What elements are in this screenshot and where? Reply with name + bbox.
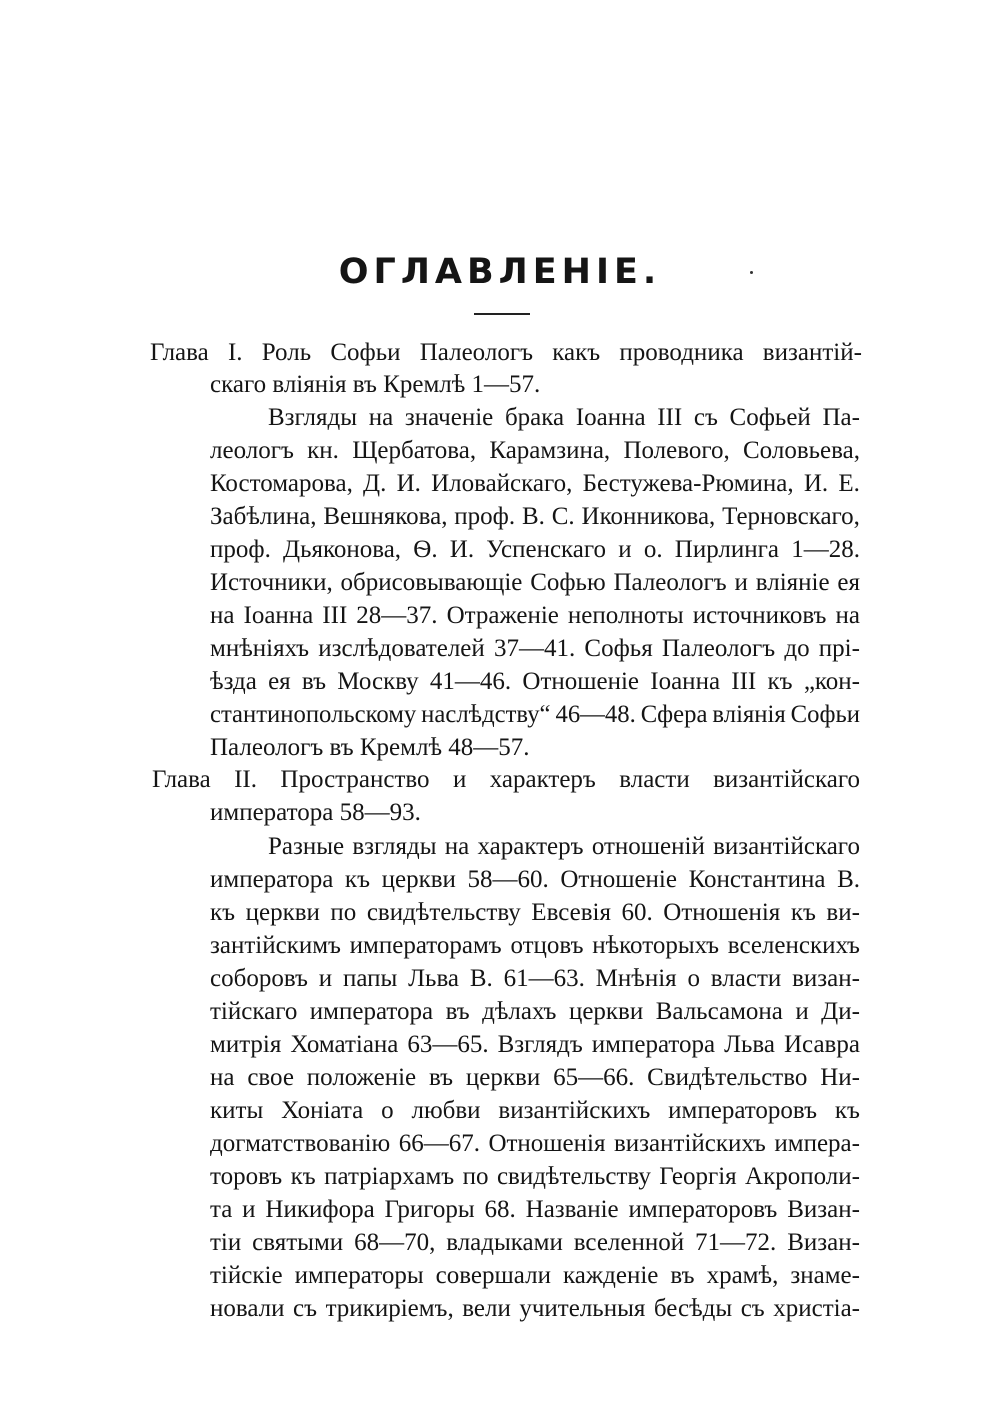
toc-word: значеніе xyxy=(404,404,494,431)
toc-word: митрія xyxy=(210,1031,282,1058)
toc-word: обрисовывающіе xyxy=(340,569,523,596)
toc-word: тійскаго xyxy=(210,998,298,1025)
toc-line: скаго вліянія въ Кремлѣ 1—57. xyxy=(210,371,541,398)
toc-word: Полевого, xyxy=(623,437,730,464)
toc-word: и xyxy=(795,998,809,1025)
toc-word: Пирлинга xyxy=(674,536,779,563)
toc-line xyxy=(210,1095,860,1127)
toc-word: 46—48. xyxy=(555,701,636,728)
toc-word: стантинопольскому xyxy=(210,701,417,728)
toc-word: ея xyxy=(268,668,291,695)
toc-word: византійскаго xyxy=(713,766,860,793)
toc-word: Забѣлина, xyxy=(210,503,317,530)
toc-word: Карамзина, xyxy=(489,437,611,464)
toc-word: источниковъ xyxy=(692,602,827,629)
toc-word: Отношенія xyxy=(663,899,781,926)
toc-word: отношеній xyxy=(591,833,705,860)
toc-word: Свидѣтельство xyxy=(647,1064,808,1091)
toc-word: II. xyxy=(234,766,258,793)
toc-word: въ xyxy=(301,668,327,695)
toc-word: по xyxy=(330,899,357,926)
toc-word: въ xyxy=(670,1262,695,1289)
toc-line xyxy=(210,1062,860,1094)
toc-word: патріархамъ xyxy=(324,1163,455,1190)
toc-word: Григоры xyxy=(384,1196,475,1223)
toc-word: святыми xyxy=(252,1229,344,1256)
toc-word: учительныя xyxy=(519,1295,646,1322)
toc-line xyxy=(210,699,860,731)
toc-word: совершали xyxy=(435,1262,551,1289)
toc-word: къ xyxy=(834,1097,860,1124)
toc-word: на xyxy=(368,404,394,431)
toc-word: Глава xyxy=(152,766,211,793)
toc-word: Хоніата xyxy=(281,1097,364,1124)
toc-word: В. xyxy=(521,503,545,530)
toc-word: Щербатова, xyxy=(352,437,477,464)
toc-word: неполноты xyxy=(567,602,684,629)
toc-word: Костомарова, xyxy=(210,470,353,497)
toc-word: вліянія xyxy=(712,701,786,728)
toc-word: Взглядъ xyxy=(497,1031,583,1058)
toc-line xyxy=(210,1128,860,1160)
toc-word: Москву xyxy=(337,668,419,695)
toc-line xyxy=(210,600,860,632)
toc-word: Георгія xyxy=(659,1163,737,1190)
toc-word: 60. xyxy=(621,899,653,926)
toc-word: церкви xyxy=(568,998,644,1025)
toc-word: мнѣніяхъ xyxy=(210,635,310,662)
toc-word: съ xyxy=(293,1295,318,1322)
toc-word: Визан- xyxy=(787,1229,860,1256)
toc-word: Иконникова, xyxy=(581,503,716,530)
toc-line xyxy=(210,567,860,599)
toc-line: императора 58—93. xyxy=(210,799,421,826)
toc-word: по xyxy=(462,1163,489,1190)
toc-word: Софью xyxy=(530,569,606,596)
toc-word: III xyxy=(657,404,683,431)
toc-word: Успенскаго xyxy=(486,536,607,563)
toc-word: 63—65. xyxy=(407,1031,489,1058)
toc-word: III xyxy=(731,668,757,695)
toc-line: Палеологъ въ Кремлѣ 48—57. xyxy=(210,734,530,761)
toc-word: Палеологъ xyxy=(661,635,776,662)
toc-word: 28—37. xyxy=(356,602,438,629)
toc-word: визан- xyxy=(792,965,860,992)
toc-word: владыками xyxy=(446,1229,563,1256)
toc-word: соборовъ xyxy=(210,965,308,992)
toc-line xyxy=(210,633,860,665)
toc-word: и xyxy=(618,536,632,563)
toc-word: Роль xyxy=(261,339,312,366)
toc-word: императоры xyxy=(294,1262,424,1289)
toc-line xyxy=(210,897,860,929)
toc-word: Отношеніе xyxy=(522,668,640,695)
toc-word: киты xyxy=(210,1097,264,1124)
toc-word: византійскаго xyxy=(713,833,860,860)
toc-word: на xyxy=(444,833,470,860)
toc-word: брака xyxy=(504,404,565,431)
toc-word: Ди- xyxy=(821,998,860,1025)
toc-word: трикиріемъ, xyxy=(325,1295,454,1322)
toc-word: Іоанна xyxy=(650,668,721,695)
toc-word: ея xyxy=(837,569,860,596)
toc-word: взгляды xyxy=(352,833,437,860)
toc-word: церкви xyxy=(381,866,456,893)
toc-word: на xyxy=(210,1064,235,1091)
toc-word: бесѣды xyxy=(653,1295,733,1322)
toc-word: Мнѣнія xyxy=(595,965,677,992)
toc-word: Отраженіе xyxy=(446,602,559,629)
toc-word: И. xyxy=(449,536,475,563)
toc-word: и xyxy=(734,569,748,596)
toc-word: Источники, xyxy=(210,569,333,596)
toc-word: Ни- xyxy=(820,1064,860,1091)
toc-word: до xyxy=(784,635,810,662)
title-divider xyxy=(474,313,530,315)
toc-word: „кон- xyxy=(803,668,860,695)
toc-word: Евсевія xyxy=(531,899,611,926)
toc-line xyxy=(210,501,860,533)
toc-word: къ xyxy=(790,899,816,926)
toc-word: В. xyxy=(469,965,493,992)
toc-word: Вальсамона xyxy=(655,998,783,1025)
toc-word: 68—70, xyxy=(354,1229,436,1256)
toc-line xyxy=(210,468,860,500)
toc-line xyxy=(210,1260,860,1292)
toc-word: вели xyxy=(462,1295,511,1322)
toc-word: Вешнякова, xyxy=(323,503,448,530)
toc-line xyxy=(210,1227,860,1259)
toc-word: 68. xyxy=(484,1196,516,1223)
toc-word: Иловайскаго, xyxy=(431,470,573,497)
toc-word: 58—60. xyxy=(467,866,549,893)
toc-word: тіи xyxy=(210,1229,242,1256)
toc-line xyxy=(268,402,860,434)
toc-word: въ xyxy=(428,1064,454,1091)
toc-word: императора xyxy=(210,866,334,893)
toc-word: 41—46. xyxy=(429,668,512,695)
toc-word: Д. xyxy=(363,470,387,497)
toc-word: Палеологъ xyxy=(613,569,727,596)
toc-word: Названіе xyxy=(525,1196,619,1223)
toc-word: Софьей xyxy=(729,404,811,431)
toc-word: проф. xyxy=(454,503,516,530)
toc-word: на xyxy=(210,602,235,629)
toc-word: Соловьева, xyxy=(743,437,860,464)
toc-line xyxy=(210,666,860,698)
toc-word: на xyxy=(835,602,860,629)
toc-word: о xyxy=(687,965,700,992)
toc-word: характеръ xyxy=(477,833,584,860)
toc-line xyxy=(210,1029,860,1061)
toc-line xyxy=(210,534,860,566)
toc-word: Отношеніе xyxy=(560,866,677,893)
toc-word: церкви xyxy=(465,1064,541,1091)
toc-word: власти xyxy=(710,965,782,992)
toc-word: Терновскаго, xyxy=(722,503,860,530)
toc-line xyxy=(210,963,860,995)
toc-word: 71—72. xyxy=(695,1229,777,1256)
toc-word: какъ xyxy=(552,339,601,366)
toc-word: торовъ xyxy=(210,1163,283,1190)
toc-line xyxy=(210,864,860,896)
toc-word: леологъ xyxy=(210,437,294,464)
toc-word: христіа- xyxy=(773,1295,860,1322)
toc-word: И. xyxy=(396,470,421,497)
toc-word: Льва xyxy=(408,965,460,992)
toc-line xyxy=(210,435,860,467)
toc-word: и xyxy=(318,965,333,992)
toc-word: Хоматіана xyxy=(290,1031,399,1058)
toc-word: ѣзда xyxy=(210,668,257,695)
print-speck xyxy=(750,271,753,274)
toc-word: Ѳ. xyxy=(413,536,438,563)
toc-line xyxy=(152,764,860,796)
toc-word: императора xyxy=(591,1031,716,1058)
toc-word: Пространство xyxy=(280,766,430,793)
toc-word: византійскихъ xyxy=(498,1097,651,1124)
toc-word: И. xyxy=(803,470,829,497)
toc-word: Исавра xyxy=(784,1031,860,1058)
toc-word: Глава xyxy=(150,339,209,366)
toc-word: новали xyxy=(210,1295,285,1322)
toc-word: и xyxy=(452,766,467,793)
toc-word: Іоанна xyxy=(243,602,314,629)
toc-word: Никифора xyxy=(265,1196,375,1223)
toc-word: дѣлахъ xyxy=(482,998,557,1025)
toc-line xyxy=(210,1293,860,1325)
toc-word: 61—63. xyxy=(503,965,585,992)
toc-word: изслѣдователей xyxy=(318,635,485,662)
toc-word: византій- xyxy=(762,339,862,366)
toc-word: церкви xyxy=(245,899,320,926)
toc-word: характеръ xyxy=(489,766,596,793)
toc-line xyxy=(150,337,862,369)
toc-word: императора xyxy=(309,998,434,1025)
toc-word: С. xyxy=(551,503,575,530)
toc-word: Е. xyxy=(838,470,860,497)
toc-line xyxy=(210,996,860,1028)
toc-word: съ xyxy=(740,1295,765,1322)
toc-word: власти xyxy=(619,766,690,793)
toc-word: къ xyxy=(344,866,370,893)
toc-word: вселенскихъ xyxy=(727,932,860,959)
toc-word: вселенной xyxy=(573,1229,685,1256)
toc-word: императорамъ xyxy=(349,932,502,959)
toc-word: проводника xyxy=(619,339,744,366)
toc-word: къ xyxy=(210,899,236,926)
toc-word: отцовъ xyxy=(510,932,584,959)
toc-word: о. xyxy=(643,536,663,563)
toc-line xyxy=(210,1161,860,1193)
toc-word: импера- xyxy=(774,1130,860,1157)
toc-word: Сфера xyxy=(640,701,708,728)
toc-word: императоровъ xyxy=(668,1097,817,1124)
toc-word: Па- xyxy=(822,404,860,431)
toc-word: 37—41. xyxy=(493,635,576,662)
toc-word: кажденіе xyxy=(563,1262,659,1289)
toc-word: къ xyxy=(290,1163,316,1190)
toc-word: Взгляды xyxy=(268,404,358,431)
toc-word: къ xyxy=(767,668,793,695)
toc-word: Разные xyxy=(268,833,345,860)
toc-word: прі- xyxy=(818,635,860,662)
toc-word: любви xyxy=(411,1097,481,1124)
toc-line xyxy=(268,831,860,863)
toc-word: Софьи xyxy=(330,339,401,366)
toc-word: Дьяконова, xyxy=(283,536,402,563)
toc-word: III xyxy=(322,602,348,629)
toc-word: Акрополи- xyxy=(745,1163,860,1190)
toc-word: и xyxy=(242,1196,256,1223)
toc-word: наслѣдству“ xyxy=(421,701,551,728)
toc-word: свидѣтельству xyxy=(366,899,521,926)
toc-word: Іоанна xyxy=(575,404,646,431)
toc-word: та xyxy=(210,1196,233,1223)
toc-word: Константина xyxy=(688,866,826,893)
toc-word: Софьи xyxy=(790,701,860,728)
toc-word: 1—28. xyxy=(791,536,860,563)
toc-word: нѣкоторыхъ xyxy=(592,932,720,959)
toc-word: о xyxy=(381,1097,394,1124)
toc-word: храмѣ, xyxy=(706,1262,779,1289)
toc-word: Визан- xyxy=(787,1196,860,1223)
toc-word: вліяніе xyxy=(755,569,830,596)
toc-word: тійскіе xyxy=(210,1262,283,1289)
toc-word: I. xyxy=(227,339,243,366)
toc-word: знаме- xyxy=(790,1262,860,1289)
toc-word: Софья xyxy=(584,635,653,662)
toc-word: догматствованію xyxy=(210,1130,391,1157)
toc-word: Палеологъ xyxy=(419,339,534,366)
toc-word: 66—67. xyxy=(398,1130,480,1157)
toc-word: кн. xyxy=(307,437,339,464)
toc-line xyxy=(210,930,860,962)
toc-word: 65—66. xyxy=(553,1064,635,1091)
toc-word: свидѣтельству xyxy=(496,1163,651,1190)
toc-word: положеніе xyxy=(306,1064,417,1091)
toc-word: Льва xyxy=(724,1031,776,1058)
toc-word: зантійскимъ xyxy=(210,932,341,959)
toc-word: Бестужева-Рюмина, xyxy=(582,470,794,497)
toc-word: проф. xyxy=(210,536,271,563)
toc-word: византійскихъ xyxy=(613,1130,766,1157)
toc-line xyxy=(210,1194,860,1226)
toc-word: императоровъ xyxy=(628,1196,778,1223)
toc-word: свое xyxy=(247,1064,294,1091)
toc-word: въ xyxy=(445,998,470,1025)
page-title: ОГЛАВЛЕНІЕ. xyxy=(338,252,662,292)
toc-word: папы xyxy=(342,965,398,992)
toc-word: Отношенія xyxy=(488,1130,606,1157)
toc-word: ви- xyxy=(826,899,860,926)
toc-word: В. xyxy=(837,866,860,893)
toc-word: съ xyxy=(693,404,718,431)
